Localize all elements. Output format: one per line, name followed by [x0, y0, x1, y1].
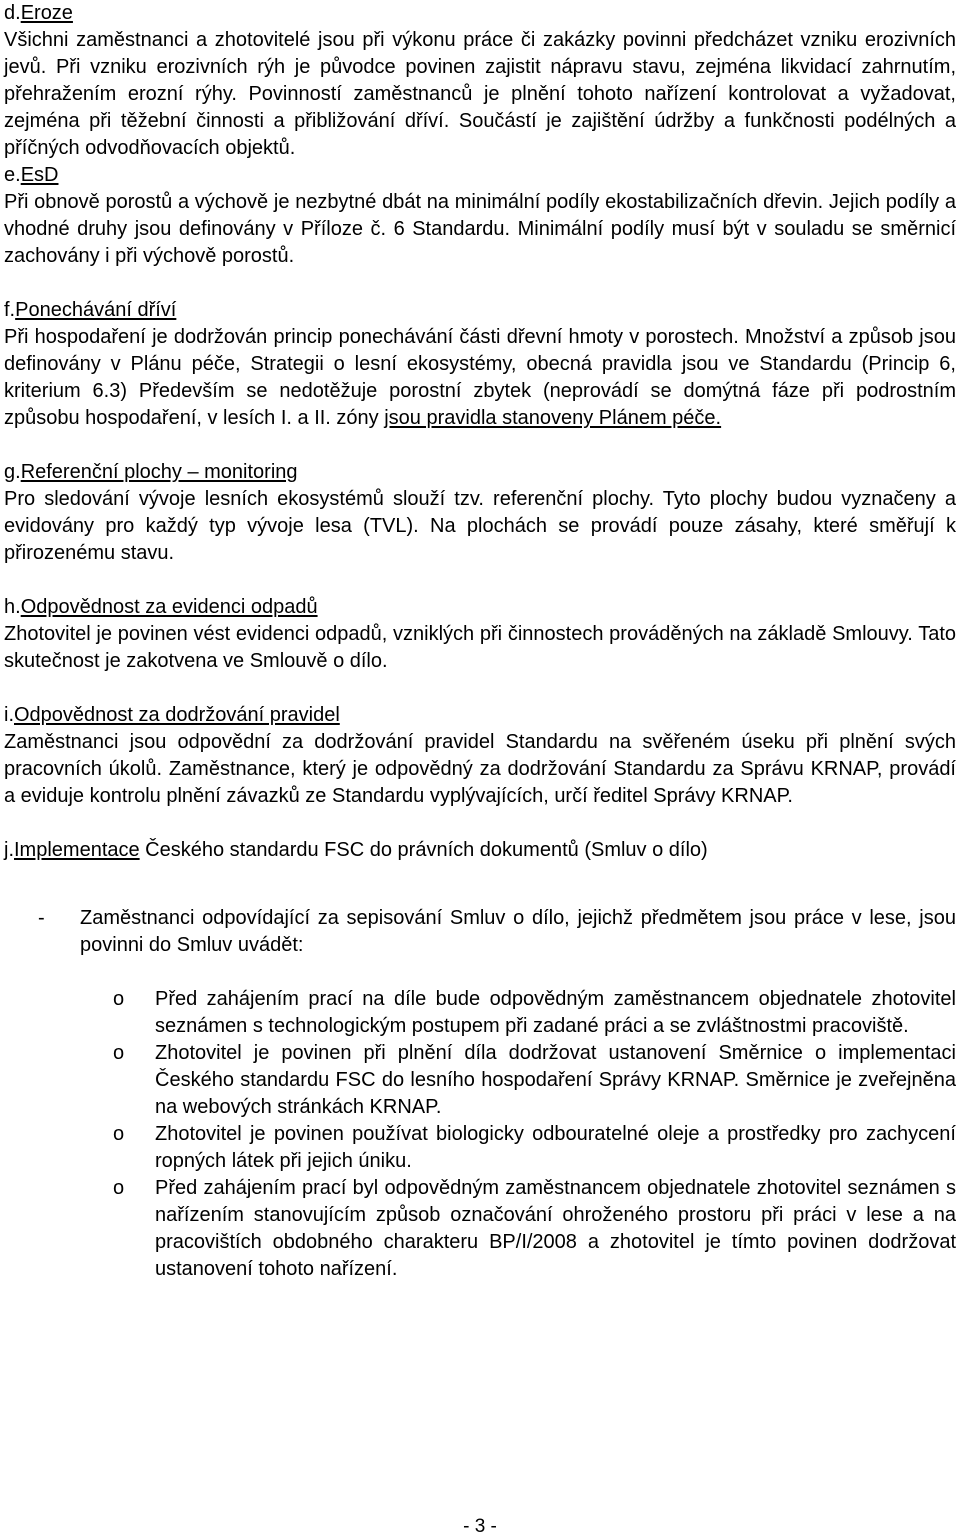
- section-title-rest: Českého standardu FSC do právních dokumentů (Smluv o dílo): [139, 839, 708, 861]
- section-number: e.: [4, 164, 21, 186]
- section-heading-e: [4, 162, 956, 189]
- list-item: [4, 986, 956, 1040]
- section-number: f.: [4, 299, 16, 321]
- list-item-text: Zhotovitel je povinen při plnění díla dodržovat ustanovení Směrnice o implementaci Českého standardu FSC do lesního hospodaření Správy KRNAP. Směrnice je zveřejněna na webových stránkách KRNAP.: [155, 1042, 956, 1118]
- circle-bullet: o: [113, 1123, 125, 1145]
- list-item: [4, 1040, 956, 1121]
- section-number: j.: [4, 839, 14, 861]
- circle-bullet: o: [113, 1177, 125, 1199]
- list-item-text: Zhotovitel je povinen používat biologicky odbouratelné oleje a prostředky pro zachycení ropných látek při jejich úniku.: [155, 1123, 956, 1172]
- spacer: [4, 810, 956, 837]
- section-heading-d: [4, 0, 956, 27]
- document-page: [4, 0, 956, 1283]
- section-number: g.: [4, 461, 21, 483]
- list-item-text: Zaměstnanci odpovídající za sepisování Smluv o dílo, jejichž předmětem jsou práce v lese, jsou povinni do Smluv uvádět:: [80, 907, 956, 956]
- section-paragraph-g: Pro sledování vývoje lesních ekosystémů slouží tzv. referenční plochy. Tyto plochy budou vyznačeny a evidovány pro každý typ vývoje lesa (TVL). Na plochách se provádí pouze zásahy, které směřují k přirozenému stavu.: [4, 488, 956, 564]
- circle-bullet: o: [113, 988, 125, 1010]
- spacer: [4, 567, 956, 594]
- spacer: [4, 432, 956, 459]
- spacer: [4, 675, 956, 702]
- section-paragraph-e: Při obnově porostů a výchově je nezbytné dbát na minimální podíly ekostabilizačních dřevin. Jejich podíly a vhodné druhy jsou definovány v Příloze č. 6 Standardu. Minimální podíly musí být v souladu se směrnicí zachovány i při výchově porostů.: [4, 191, 956, 267]
- section-number: h.: [4, 596, 21, 618]
- section-title: Odpovědnost za dodržování pravidel: [14, 704, 340, 726]
- underlined-text: jsou pravidla stanoveny Plánem péče.: [384, 407, 722, 429]
- circle-bullet: o: [113, 1042, 125, 1064]
- spacer: [4, 270, 956, 297]
- page-number: - 3 -: [463, 1516, 497, 1537]
- section-title: Eroze: [20, 2, 73, 24]
- dash-list-item: [4, 905, 956, 959]
- section-number: d.: [4, 2, 21, 24]
- list-item-text: Před zahájením prací na díle bude odpovědným zaměstnancem objednatele zhotovitel seznámen s technologickým postupem při zadané práci a se zvláštnostmi pracoviště.: [155, 988, 956, 1037]
- section-number: i.: [4, 704, 14, 726]
- section-paragraph-d: Všichni zaměstnanci a zhotovitelé jsou při výkonu práce či zakázky povinni předcházet vzniku erozivních jevů. Při vzniku erozivních rýh je původce povinen zajistit nápravu stavu, zejména likvidací zahrnutím, přehražením erozní rýhy. Povinností zaměstnanců je plnění tohoto nařízení kontrolovat a vyžadovat, zejména při těžební činnosti a přibližování dříví. Součástí je zajištění údržby a funkčnosti podélných a příčných odvodňovacích objektů.: [4, 29, 956, 159]
- list-item: [4, 1121, 956, 1175]
- list-item: [4, 1175, 956, 1283]
- sub-list: [4, 986, 956, 1283]
- section-paragraph-f: [4, 324, 956, 432]
- spacer: [4, 864, 956, 905]
- list-item-text: Před zahájením prací byl odpovědným zaměstnancem objednatele zhotovitel seznámen s nařízením stanovujícím způsob označování ohroženého prostoru při práci v lese a na pracovištích obdobného charakteru BP/I/2008 a zhotovitel je tímto povinen dodržovat ustanovení tohoto nařízení.: [155, 1177, 956, 1280]
- section-heading-h: [4, 594, 956, 621]
- section-title: Referenční plochy – monitoring: [20, 461, 298, 483]
- section-paragraph-i: Zaměstnanci jsou odpovědní za dodržování pravidel Standardu na svěřeném úseku při plnění svých pracovních úkolů. Zaměstnance, který je odpovědný za dodržování Standardu za Správu KRNAP, provádí a eviduje kontrolu plnění závazků ze Standardu vyplývajících, určí ředitel Správy KRNAP.: [4, 731, 956, 807]
- section-paragraph-h: Zhotovitel je povinen vést evidenci odpadů, vzniklých při činnostech prováděných na základě Smlouvy. Tato skutečnost je zakotvena ve Smlouvě o dílo.: [4, 623, 956, 672]
- section-heading-i: [4, 702, 956, 729]
- section-heading-j: [4, 837, 956, 864]
- paragraph-text: Při hospodaření je dodržován princip ponechávání části dřevní hmoty v porostech. Množství a způsob jsou definovány v Plánu péče, Strategii o lesní ekosystémy, obecná pravidla jsou ve Standardu (Princip 6, kriterium 6.3) Především se nedotěžuje porostní zbytek (neprovádí se domýtná fáze při podrostním způsobu hospodaření, v lesích I. a II. zóny: [4, 326, 956, 429]
- section-heading-f: [4, 297, 956, 324]
- section-title: EsD: [20, 164, 59, 186]
- section-heading-g: [4, 459, 956, 486]
- section-title: Odpovědnost za evidenci odpadů: [20, 596, 318, 618]
- dash-bullet: -: [38, 907, 45, 929]
- section-title: Implementace: [14, 839, 140, 861]
- section-title: Ponechávání dříví: [15, 299, 177, 321]
